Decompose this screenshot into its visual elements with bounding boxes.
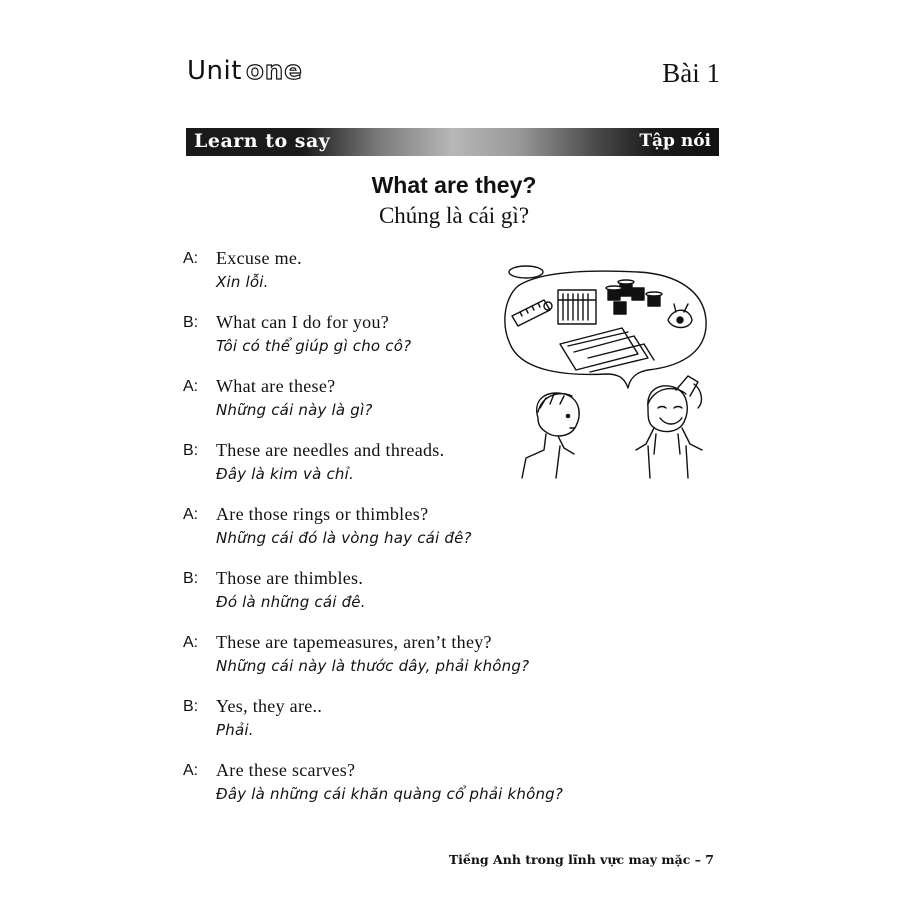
dialogue-line (183, 568, 513, 632)
vietnamese-line: Những cái này là gì? (216, 401, 373, 419)
scarves-icon (560, 328, 654, 372)
tape-measure-icon (512, 300, 552, 326)
dialogue-line (183, 696, 513, 760)
speaker-label: A: (183, 378, 199, 395)
dialogue-line (183, 312, 513, 376)
vietnamese-line: Xin lỗi. (216, 273, 269, 291)
vietnamese-line: Tôi có thể giúp gì cho cô? (216, 337, 412, 355)
section-banner (186, 128, 719, 156)
speaker-label: A: (183, 762, 199, 779)
english-line: Yes, they are.. (216, 696, 323, 716)
speaker-label: A: (183, 634, 199, 651)
speaker-label: A: (183, 250, 199, 267)
english-line: Are those rings or thimbles? (216, 504, 429, 524)
vietnamese-line: Những cái đó là vòng hay cái đê? (216, 529, 472, 547)
small-thought-bubble (509, 266, 543, 278)
boy-figure (522, 393, 579, 478)
pincushion-icon (668, 304, 692, 328)
needle-card-icon (558, 290, 596, 324)
lesson-title-english: What are they? (371, 172, 537, 198)
dialogue-list (183, 248, 564, 824)
dialogue-line (183, 632, 530, 696)
dialogue-line (183, 440, 513, 504)
lesson-number: Bài 1 (662, 58, 720, 88)
english-line: Those are thimbles. (216, 568, 364, 588)
speaker-label: B: (183, 314, 199, 331)
banner-right-label: Tập nói (639, 131, 711, 151)
speaker-label: A: (183, 506, 199, 523)
dialogue-line (183, 248, 513, 312)
vietnamese-line: Những cái này là thước dây, phải không? (216, 657, 530, 675)
english-line: What are these? (216, 376, 336, 396)
vietnamese-line: Phải. (216, 721, 254, 739)
speaker-label: B: (183, 570, 199, 587)
dialogue-line (183, 376, 513, 440)
unit-number-word: one (245, 56, 303, 86)
girl-figure (636, 376, 702, 478)
page-footer: Tiếng Anh trong lĩnh vực may mặc – 7 (448, 852, 714, 867)
english-line: These are needles and threads. (216, 440, 445, 460)
unit-title (187, 56, 303, 86)
lesson-title-vietnamese: Chúng là cái gì? (378, 203, 530, 228)
banner-left-label: Learn to say (194, 130, 331, 152)
vietnamese-line: Đó là những cái đê. (216, 593, 366, 611)
vietnamese-line: Đây là những cái khăn quàng cổ phải không? (216, 785, 564, 803)
vietnamese-line: Đây là kim và chỉ. (216, 465, 354, 483)
speaker-label: B: (183, 698, 199, 715)
unit-word: Unit (187, 56, 242, 86)
english-line: Are these scarves? (216, 760, 356, 780)
sewing-conversation-illustration (498, 258, 710, 490)
dialogue-line (183, 760, 564, 824)
english-line: Excuse me. (216, 248, 302, 268)
english-line: These are tapemeasures, aren’t they? (216, 632, 492, 652)
dialogue-line (183, 504, 513, 568)
english-line: What can I do for you? (216, 312, 390, 332)
speaker-label: B: (183, 442, 199, 459)
thread-spools-icon (606, 280, 662, 314)
